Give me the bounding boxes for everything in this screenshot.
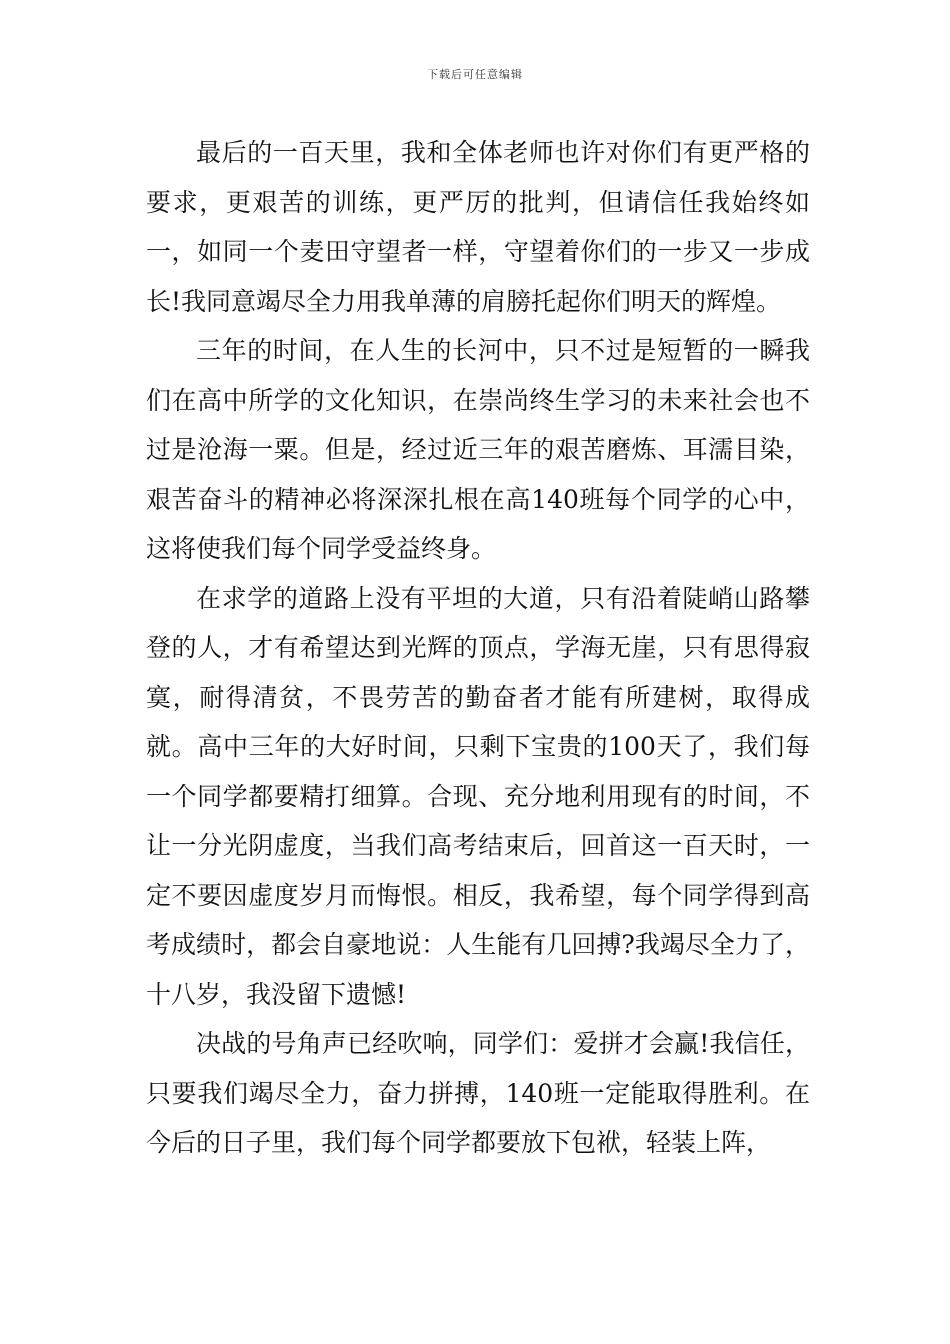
paragraph: 三年的时间，在人生的长河中，只不过是短暂的一瞬我们在高中所学的文化知识，在崇尚终生学习的未来社会也不过是沧海一粟。但是，经过近三年的艰苦磨炼、耳濡目染，艰苦奋斗的精神必将深深扎根在高140班每个同学的心中，这将使我们每个同学受益终身。 (146, 336, 810, 563)
paragraph: 最后的一百天里，我和全体老师也许对你们有更严格的要求，更艰苦的训练，更严厉的批判，但请信任我始终如一，如同一个麦田守望者一样，守望着你们的一步又一步成长!我同意竭尽全力用我单薄的肩膀托起你们明天的辉煌。 (146, 138, 810, 316)
paragraph: 决战的号角声已经吹响，同学们：爱拼才会赢!我信任，只要我们竭尽全力，奋力拼搏，140班一定能取得胜利。在今后的日子里，我们每个同学都要放下包袱，轻装上阵， (146, 1029, 810, 1157)
body-text (146, 128, 810, 1168)
header-note: 下载后可任意编辑 (427, 68, 523, 81)
paragraph: 在求学的道路上没有平坦的大道，只有沿着陡峭山路攀登的人，才有希望达到光辉的顶点，学海无崖，只有思得寂寞，耐得清贫，不畏劳苦的勤奋者才能有所建树，取得成就。高中三年的大好时间，只剩下宝贵的100天了，我们每一个同学都要精打细算。合现、充分地利用现有的时间，不让一分光阴虚度，当我们高考结束后，回首这一百天时，一定不要因虚度岁月而悔恨。相反，我希望，每个同学得到高考成绩时，都会自豪地说：人生能有几回搏?我竭尽全力了，十八岁，我没留下遗憾! (146, 583, 810, 1009)
